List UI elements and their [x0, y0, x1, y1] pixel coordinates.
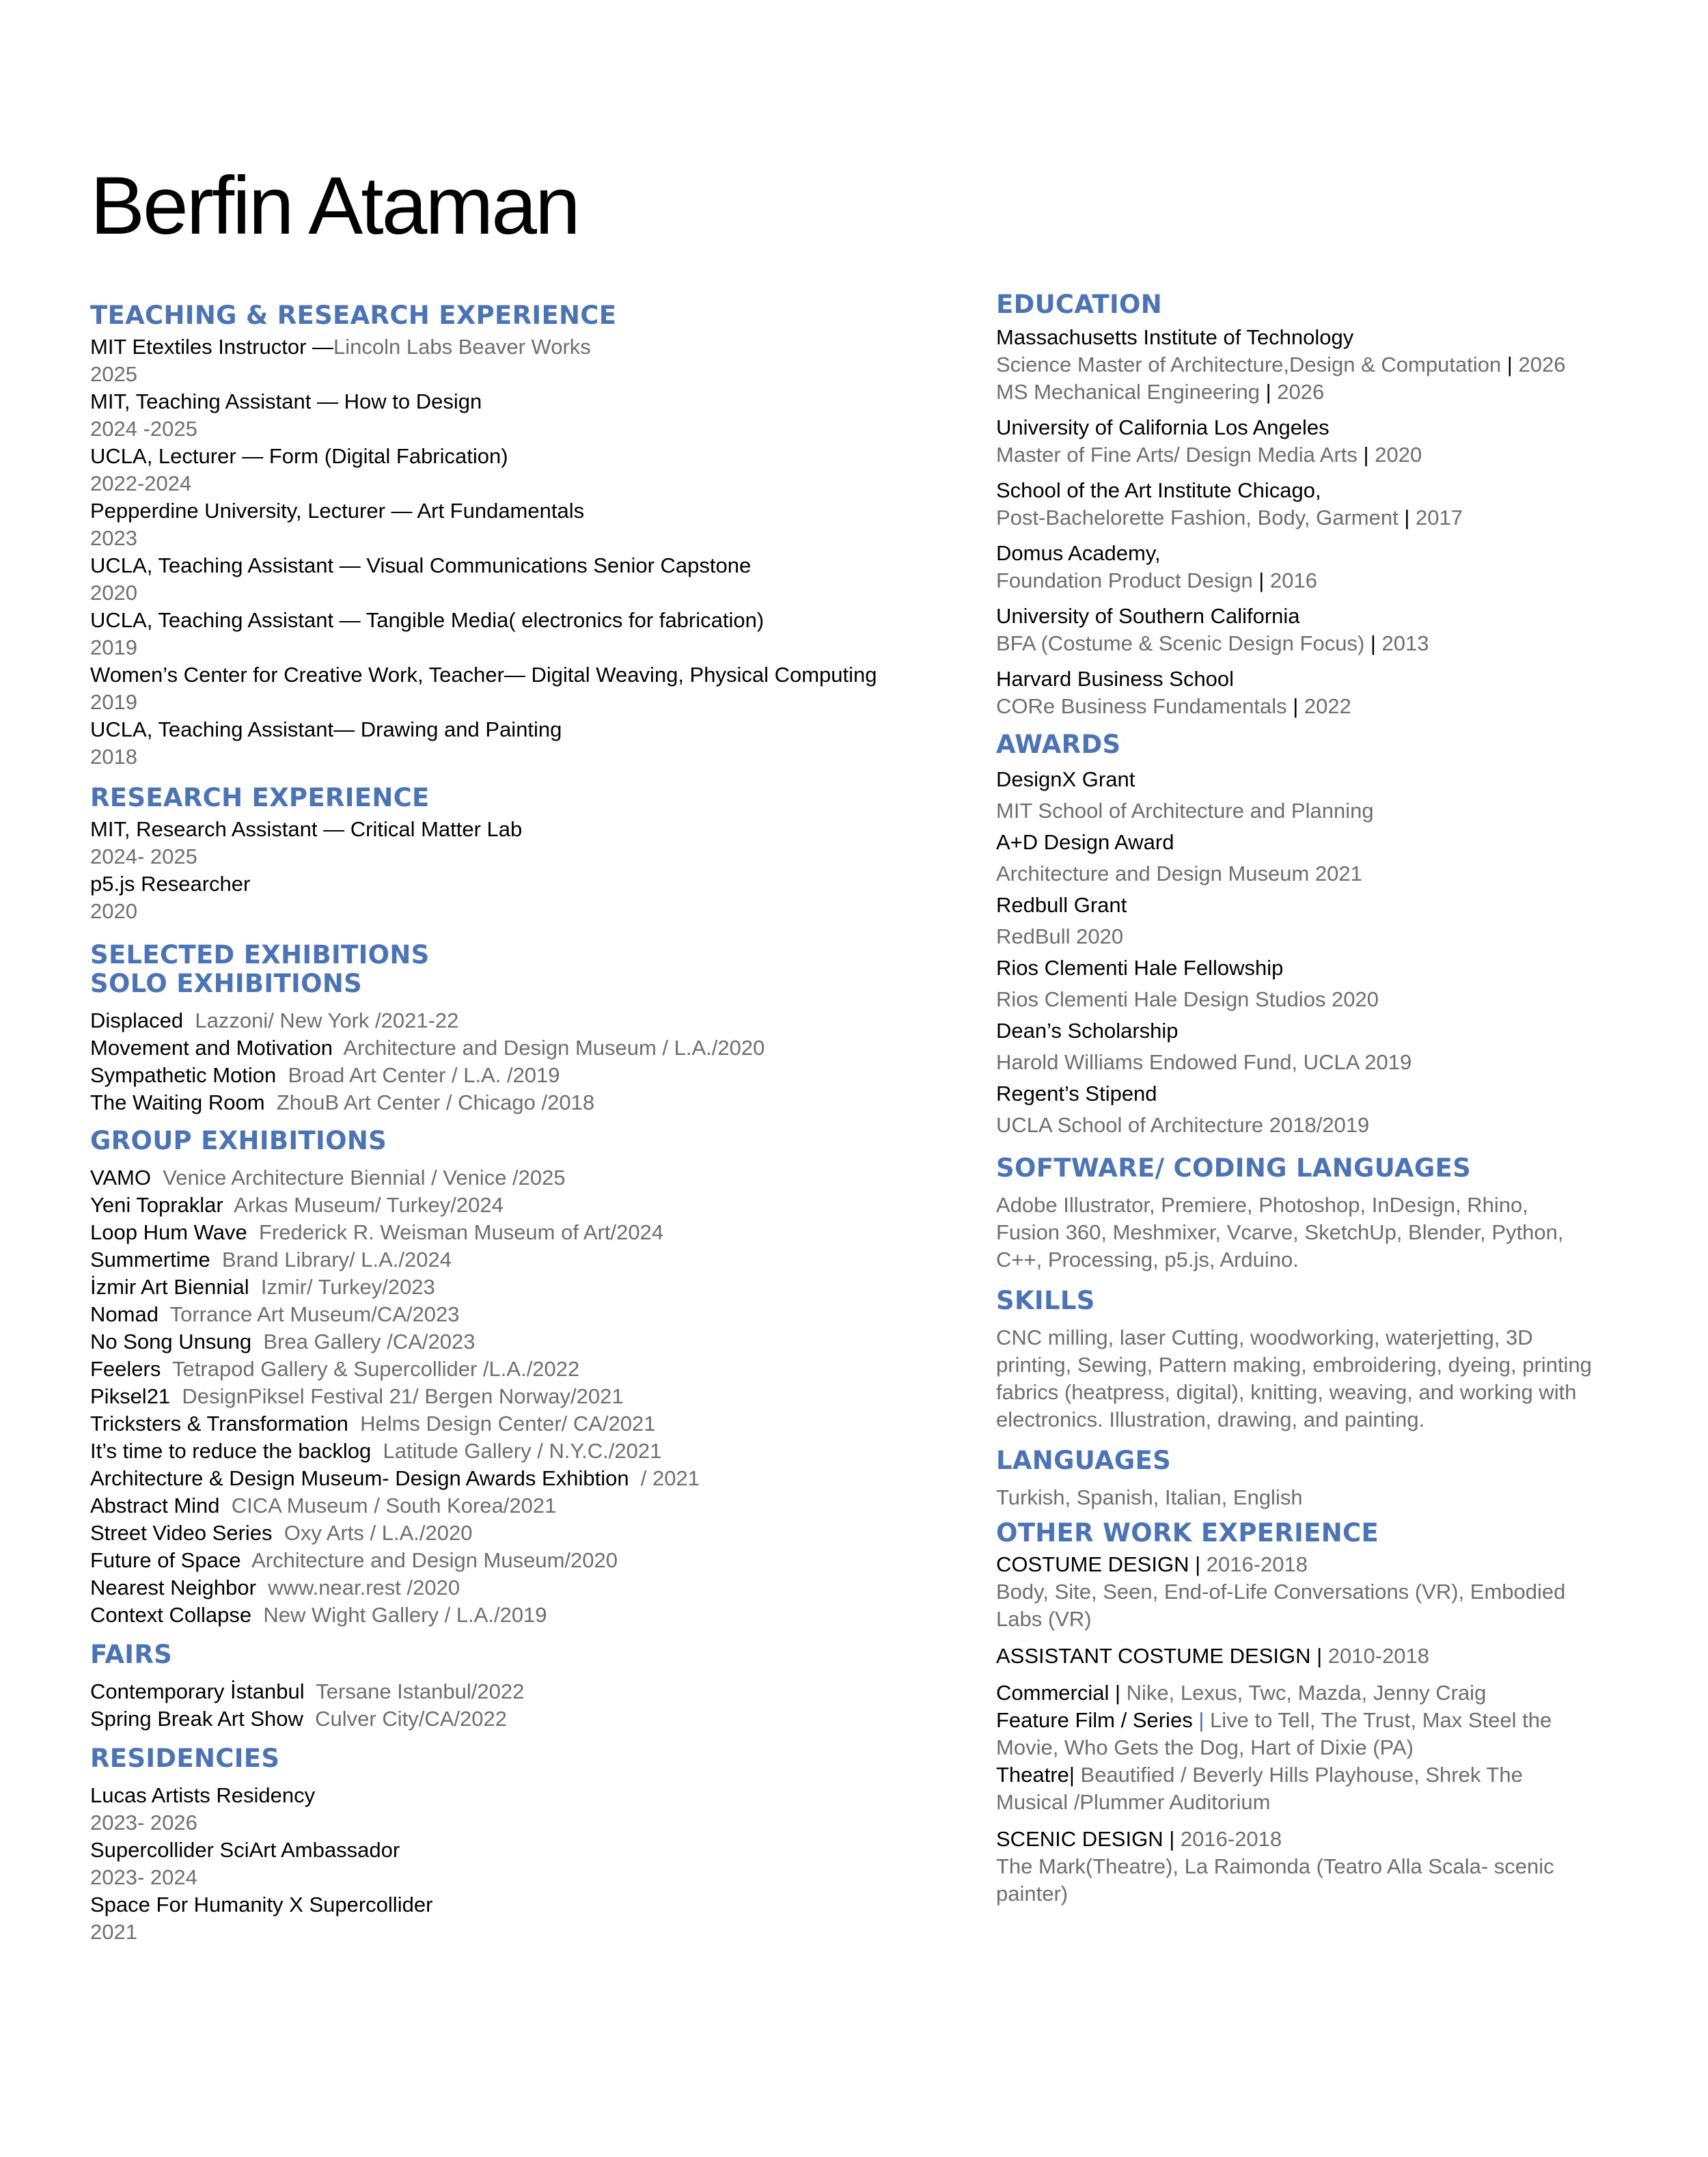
award-org: RedBull 2020 — [996, 924, 1124, 948]
assistant-costume-years: 2010-2018 — [1327, 1644, 1430, 1668]
degree-line — [996, 351, 1652, 379]
exhibition-venue: Architecture and Design Museum / L.A./2020 — [343, 1036, 765, 1060]
spacer — [249, 1275, 261, 1299]
entry-detail: Lincoln Labs Beaver Works — [333, 335, 591, 359]
spacer — [305, 1679, 316, 1703]
exhibition-title: The Waiting Room — [90, 1090, 265, 1114]
teaching-list — [90, 333, 965, 771]
degree-year: 2026 — [1277, 380, 1325, 404]
entry-year: 2019 — [90, 635, 137, 659]
school-name: University of Southern California — [996, 604, 1300, 628]
exhibition-venue: CICA Museum / South Korea/2021 — [231, 1494, 557, 1517]
spacer — [273, 1521, 284, 1545]
spacer — [251, 1603, 263, 1627]
group-exhibition-entry — [90, 1602, 965, 1629]
group-exhibition-entry — [90, 1246, 965, 1274]
teaching-entry — [90, 716, 965, 743]
feature-film-line — [996, 1707, 1584, 1761]
spacer — [303, 1707, 315, 1731]
group-exhibition-entry — [90, 1574, 965, 1602]
separator: | — [1317, 1644, 1328, 1668]
award-title: DesignX Grant — [996, 767, 1135, 791]
degree-year: 2020 — [1375, 443, 1422, 467]
entry-detail: Tangible Media( electronics for fabrication) — [366, 608, 765, 632]
degree-year: 2013 — [1381, 631, 1429, 655]
spacer — [371, 1439, 383, 1463]
residencies-list — [90, 1782, 965, 1946]
exhibition-title: İzmir Art Biennial — [90, 1275, 249, 1299]
spacer — [210, 1248, 222, 1272]
section-heading-other-work: OTHER WORK EXPERIENCE — [996, 1518, 1379, 1548]
degree-name: MS Mechanical Engineering — [996, 380, 1260, 404]
education-entry — [996, 477, 1652, 532]
exhibition-venue: / 2021 — [640, 1466, 700, 1490]
residency-title: Supercollider SciArt Ambassador — [90, 1838, 400, 1862]
exhibition-title: Future of Space — [90, 1548, 241, 1572]
exhibition-venue: Tersane Istanbul/2022 — [316, 1679, 525, 1703]
entry-detail: Art Fundamentals — [417, 499, 585, 523]
spacer — [333, 1036, 344, 1060]
teaching-entry — [90, 443, 965, 470]
degree-name: BFA (Costume & Scenic Design Focus) — [996, 631, 1365, 655]
education-entry — [996, 540, 1652, 594]
research-entry — [90, 816, 965, 843]
entry-title: UCLA, Teaching Assistant— — [90, 717, 361, 741]
spacer — [223, 1193, 234, 1217]
spacer — [170, 1384, 182, 1408]
degree-name: Science Master of Architecture,Design & Computation — [996, 353, 1502, 376]
exhibition-venue: Latitude Gallery / N.Y.C./2021 — [383, 1439, 662, 1463]
exhibition-venue: Brand Library/ L.A./2024 — [221, 1248, 452, 1272]
spacer — [151, 1166, 163, 1190]
exhibition-venue: DesignPiksel Festival 21/ Bergen Norway/2021 — [182, 1384, 624, 1408]
scenic-design-years: 2016-2018 — [1180, 1827, 1282, 1851]
school-name: Massachusetts Institute of Technology — [996, 325, 1354, 349]
exhibition-venue: Brea Gallery /CA/2023 — [263, 1330, 476, 1354]
entry-year: 2024- 2025 — [90, 844, 197, 868]
research-entry — [90, 870, 965, 898]
exhibition-title: Tricksters & Transformation — [90, 1412, 348, 1435]
section-heading-solo-exhibitions: SOLO EXHIBITIONS — [90, 969, 363, 998]
entry-title: UCLA, Lecturer — — [90, 444, 269, 468]
entry-title: UCLA, Teaching Assistant — — [90, 608, 366, 632]
degree-name: Foundation Product Design — [996, 568, 1253, 592]
education-entry — [996, 414, 1652, 469]
exhibition-title: Architecture & Design Museum- Design Awards Exhibtion — [90, 1466, 629, 1490]
group-exhibition-entry — [90, 1492, 965, 1520]
exhibition-venue: ZhouB Art Center / Chicago /2018 — [276, 1090, 595, 1114]
separator: | — [1198, 1708, 1210, 1732]
separator: | — [1114, 1681, 1127, 1705]
exhibition-venue: Tetrapod Gallery & Supercollider /L.A./2022 — [172, 1357, 580, 1381]
research-list — [90, 816, 965, 925]
exhibition-venue: www.near.rest /2020 — [268, 1576, 460, 1599]
teaching-entry — [90, 607, 965, 634]
school-name: School of the Art Institute Chicago, — [996, 478, 1321, 502]
exhibition-venue: Izmir/ Turkey/2023 — [260, 1275, 435, 1299]
fair-entry — [90, 1705, 965, 1733]
costume-design-years: 2016-2018 — [1206, 1552, 1308, 1576]
commercial-title: Commercial — [996, 1681, 1110, 1705]
theatre-title: Theatre — [996, 1763, 1069, 1787]
award-org: MIT School of Architecture and Planning — [996, 799, 1374, 823]
exhibition-title: VAMO — [90, 1166, 151, 1190]
group-exhibition-entry — [90, 1192, 965, 1219]
exhibition-title: It’s time to reduce the backlog — [90, 1439, 372, 1463]
spacer — [220, 1494, 232, 1517]
exhibition-venue: Arkas Museum/ Turkey/2024 — [234, 1193, 504, 1217]
education-list — [996, 324, 1652, 720]
section-heading-residencies: RESIDENCIES — [90, 1744, 280, 1773]
teaching-entry — [90, 333, 965, 361]
exhibition-venue: Lazzoni/ New York /2021-22 — [195, 1008, 459, 1032]
entry-detail: Drawing and Painting — [360, 717, 562, 741]
degree-line — [996, 630, 1652, 657]
exhibition-title: Summertime — [90, 1248, 210, 1272]
degree-line — [996, 567, 1652, 594]
entry-year: 2020 — [90, 899, 137, 923]
entry-title: UCLA, Teaching Assistant — — [90, 553, 367, 577]
separator: | — [1195, 1552, 1207, 1576]
spacer — [241, 1548, 252, 1572]
spacer — [348, 1412, 360, 1435]
exhibition-title: Displaced — [90, 1008, 184, 1032]
spacer — [629, 1466, 641, 1490]
residency-year: 2021 — [90, 1920, 137, 1944]
entry-title: MIT, Teaching Assistant — — [90, 389, 344, 413]
section-heading-skills: SKILLS — [996, 1286, 1095, 1315]
commercial-line — [996, 1679, 1584, 1707]
exhibition-venue: Oxy Arts / L.A./2020 — [284, 1521, 473, 1545]
section-heading-languages: LANGUAGES — [996, 1446, 1172, 1475]
award-title: Dean’s Scholarship — [996, 1019, 1179, 1043]
separator: | — [1357, 443, 1375, 467]
entry-detail: Form (Digital Fabrication) — [268, 444, 508, 468]
spacer — [161, 1357, 172, 1381]
exhibition-title: Feelers — [90, 1357, 161, 1381]
award-title: A+D Design Award — [996, 830, 1174, 854]
group-exhibition-entry — [90, 1547, 965, 1574]
degree-year: 2026 — [1518, 353, 1566, 376]
entry-detail: Digital Weaving, Physical Computing — [531, 663, 877, 687]
exhibition-venue: Torrance Art Museum/CA/2023 — [169, 1302, 460, 1326]
feature-film-title: Feature Film / Series — [996, 1708, 1193, 1732]
section-heading-selected-exhibitions: SELECTED EXHIBITIONS — [90, 940, 430, 970]
scenic-design-title: SCENIC DESIGN — [996, 1827, 1163, 1851]
group-exhibition-entry — [90, 1219, 965, 1246]
separator: | — [1364, 631, 1382, 655]
assistant-costume-title: ASSISTANT COSTUME DESIGN — [996, 1644, 1311, 1668]
assistant-costume-line — [996, 1643, 1584, 1670]
section-heading-teaching: TEACHING & RESEARCH EXPERIENCE — [90, 301, 617, 330]
exhibition-title: Movement and Motivation — [90, 1036, 333, 1060]
costume-design-line — [996, 1551, 1584, 1578]
exhibition-title: Contemporary İstanbul — [90, 1679, 305, 1703]
degree-line — [996, 504, 1652, 532]
entry-detail: How to Design — [344, 389, 482, 413]
award-title: Redbull Grant — [996, 893, 1127, 917]
residency-year: 2023- 2024 — [90, 1865, 197, 1889]
fair-entry — [90, 1678, 965, 1705]
group-exhibition-entry — [90, 1438, 965, 1465]
theatre-line — [996, 1761, 1584, 1816]
awards-list — [996, 764, 1652, 1141]
group-exhibition-entry — [90, 1301, 965, 1328]
education-entry — [996, 324, 1652, 406]
exhibition-venue: Culver City/CA/2022 — [315, 1707, 507, 1731]
entry-detail: Visual Communications Senior Capstone — [366, 553, 752, 577]
section-heading-research: RESEARCH EXPERIENCE — [90, 783, 430, 812]
exhibition-title: Nearest Neighbor — [90, 1576, 256, 1599]
skills-text: CNC milling, laser Cutting, woodworking, waterjetting, 3D printing, Sewing, Pattern making, embroidering, dyeing, printing fabrics (heatpress, digital), knitting, weaving, and working with electronics. Illustration, drawing, and painting. — [996, 1325, 1592, 1431]
degree-line — [996, 441, 1652, 469]
residency-title: Space For Humanity X Supercollider — [90, 1893, 433, 1916]
entry-title: Women’s Center for Creative Work, Teacher— — [90, 663, 532, 687]
entry-year: 2019 — [90, 690, 137, 714]
costume-design-detail: Body, Site, Seen, End-of-Life Conversations (VR), Embodied Labs (VR) — [996, 1580, 1566, 1631]
separator: | — [1260, 380, 1278, 404]
degree-year: 2017 — [1416, 506, 1463, 530]
award-org: Harold Williams Endowed Fund, UCLA 2019 — [996, 1050, 1412, 1074]
feature-film-detail: Live to Tell, The Trust, Max Steel the Movie, Who Gets the Dog, Hart of Dixie (PA) — [996, 1708, 1552, 1759]
solo-exhibition-entry — [90, 1034, 965, 1062]
exhibition-venue: Frederick R. Weisman Museum of Art/2024 — [258, 1220, 664, 1244]
degree-name: CORe Business Fundamentals — [996, 694, 1287, 718]
degree-year: 2022 — [1304, 694, 1351, 718]
spacer — [183, 1008, 195, 1032]
entry-year: 2023 — [90, 526, 137, 550]
left-column — [90, 301, 965, 1946]
school-name: Domus Academy, — [996, 541, 1161, 565]
separator: | — [1252, 568, 1270, 592]
entry-year: 2022-2024 — [90, 471, 192, 495]
solo-exhibition-entry — [90, 1007, 965, 1034]
section-heading-software: SOFTWARE/ CODING LANGUAGES — [996, 1153, 1472, 1183]
other-work-list — [996, 1551, 1584, 1908]
entry-year: 2018 — [90, 745, 137, 769]
separator: | — [1286, 694, 1304, 718]
spacer — [247, 1220, 259, 1244]
school-name: Harvard Business School — [996, 667, 1235, 691]
solo-exhibitions-list — [90, 1007, 965, 1116]
exhibition-title: No Song Unsung — [90, 1330, 252, 1354]
school-name: University of California Los Angeles — [996, 415, 1330, 439]
section-heading-fairs: FAIRS — [90, 1640, 173, 1669]
exhibition-venue: Helms Design Center/ CA/2021 — [360, 1412, 656, 1435]
spacer — [276, 1063, 288, 1087]
residency-title: Lucas Artists Residency — [90, 1783, 316, 1807]
exhibition-title: Loop Hum Wave — [90, 1220, 247, 1244]
award-org: Architecture and Design Museum 2021 — [996, 862, 1362, 885]
degree-year: 2016 — [1269, 568, 1317, 592]
group-exhibitions-list — [90, 1164, 965, 1629]
education-entry — [996, 665, 1652, 720]
solo-exhibition-entry — [90, 1062, 965, 1089]
separator: | — [1069, 1763, 1081, 1787]
fairs-list — [90, 1678, 965, 1733]
exhibition-venue: Architecture and Design Museum/2020 — [251, 1548, 618, 1572]
entry-title: MIT Etextiles Instructor — — [90, 335, 334, 359]
languages-text: Turkish, Spanish, Italian, English — [996, 1485, 1303, 1509]
entry-year: 2024 -2025 — [90, 417, 197, 441]
separator: | — [1501, 353, 1519, 376]
education-entry — [996, 603, 1652, 657]
separator: | — [1398, 506, 1416, 530]
group-exhibition-entry — [90, 1520, 965, 1547]
award-title: Regent’s Stipend — [996, 1082, 1157, 1105]
teaching-entry — [90, 552, 965, 579]
award-title: Rios Clementi Hale Fellowship — [996, 956, 1284, 980]
residency-year: 2023- 2026 — [90, 1811, 197, 1835]
exhibition-title: Yeni Topraklar — [90, 1193, 223, 1217]
exhibition-title: Street Video Series — [90, 1521, 273, 1545]
entry-year: 2025 — [90, 362, 137, 386]
group-exhibition-entry — [90, 1465, 965, 1492]
entry-detail: Critical Matter Lab — [350, 817, 523, 841]
group-exhibition-entry — [90, 1164, 965, 1192]
degree-name: Master of Fine Arts/ Design Media Arts — [996, 443, 1358, 467]
scenic-design-line — [996, 1826, 1584, 1853]
entry-title: MIT, Research Assistant — — [90, 817, 350, 841]
entry-title: p5.js Researcher — [90, 872, 251, 896]
degree-line — [996, 693, 1652, 720]
entry-title: Pepperdine University, Lecturer — — [90, 499, 417, 523]
exhibition-venue: Broad Art Center / L.A. /2019 — [288, 1063, 560, 1087]
degree-line — [996, 379, 1652, 406]
exhibition-venue: Venice Architecture Biennial / Venice /2025 — [163, 1166, 566, 1190]
exhibition-title: Spring Break Art Show — [90, 1707, 303, 1731]
exhibition-title: Sympathetic Motion — [90, 1063, 277, 1087]
group-exhibition-entry — [90, 1410, 965, 1438]
commercial-detail: Nike, Lexus, Twc, Mazda, Jenny Craig — [1126, 1681, 1487, 1705]
teaching-entry — [90, 661, 965, 689]
costume-design-title: COSTUME DESIGN — [996, 1552, 1189, 1576]
solo-exhibition-entry — [90, 1089, 965, 1116]
right-column — [996, 290, 1652, 1908]
exhibition-title: Nomad — [90, 1302, 159, 1326]
exhibition-venue: New Wight Gallery / L.A./2019 — [263, 1603, 547, 1627]
teaching-entry — [90, 388, 965, 415]
entry-year: 2020 — [90, 581, 137, 605]
teaching-entry — [90, 497, 965, 525]
award-org: UCLA School of Architecture 2018/2019 — [996, 1113, 1370, 1137]
group-exhibition-entry — [90, 1328, 965, 1356]
spacer — [251, 1330, 263, 1354]
person-name: Berfin Ataman — [90, 160, 579, 251]
degree-name: Post-Bachelorette Fashion, Body, Garment — [996, 506, 1399, 530]
section-heading-awards: AWARDS — [996, 730, 1121, 759]
group-exhibition-entry — [90, 1383, 965, 1410]
exhibition-title: Piksel21 — [90, 1384, 171, 1408]
separator: | — [1169, 1827, 1181, 1851]
section-heading-education: EDUCATION — [996, 290, 1163, 319]
group-exhibition-entry — [90, 1356, 965, 1383]
theatre-detail: Beautified / Beverly Hills Playhouse, Shrek The Musical /Plummer Auditorium — [996, 1763, 1523, 1814]
spacer — [159, 1302, 170, 1326]
exhibition-title: Context Collapse — [90, 1603, 252, 1627]
scenic-design-detail: The Mark(Theatre), La Raimonda (Teatro Alla Scala- scenic painter) — [996, 1854, 1554, 1906]
award-org: Rios Clementi Hale Design Studios 2020 — [996, 987, 1379, 1011]
spacer — [265, 1090, 277, 1114]
software-text: Adobe Illustrator, Premiere, Photoshop, InDesign, Rhino, Fusion 360, Meshmixer, Vcarve, SketchUp, Blender, Python, C++, Processing, p5.js, Arduino. — [996, 1193, 1564, 1272]
section-heading-group-exhibitions: GROUP EXHIBITIONS — [90, 1126, 387, 1155]
spacer — [256, 1576, 268, 1599]
group-exhibition-entry — [90, 1274, 965, 1301]
exhibition-title: Abstract Mind — [90, 1494, 220, 1517]
